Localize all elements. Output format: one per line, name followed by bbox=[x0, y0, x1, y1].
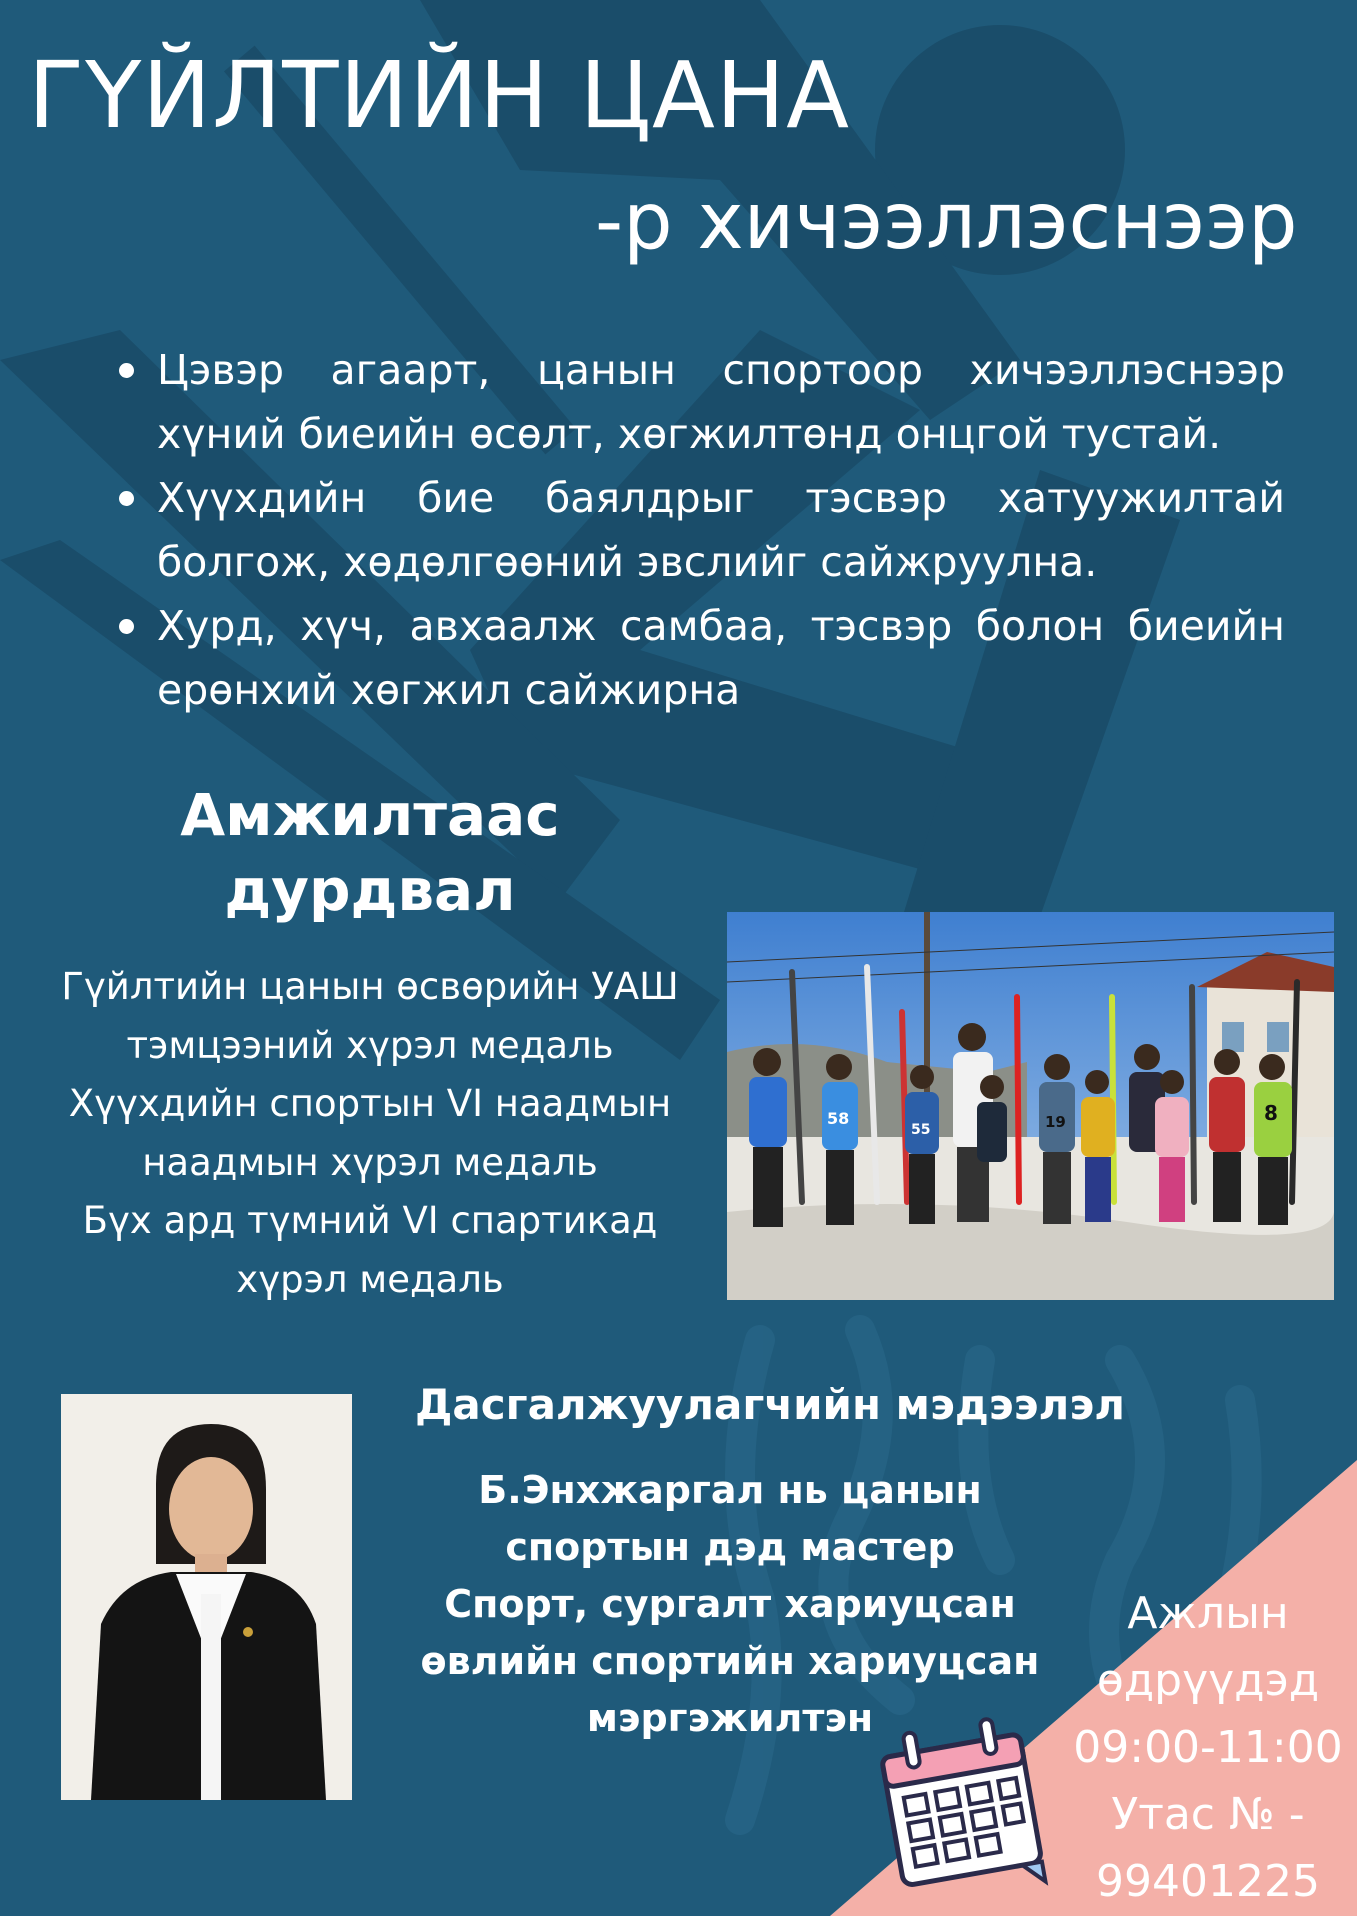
bib-number: 58 bbox=[827, 1109, 850, 1128]
benefit-item: Цэвэр агаарт, цанын спортоор хичээллэснээр хүний биеийн өсөлт, хөгжилтөнд онцгой тустай. bbox=[110, 338, 1285, 466]
coach-photo bbox=[61, 1394, 352, 1800]
page-title-line2: -р хичээллэснээр bbox=[595, 177, 1298, 267]
achievements-heading-line1: Амжилтаас bbox=[180, 781, 560, 849]
coach-info-line: Спорт, сургалт хариуцсан bbox=[444, 1582, 1016, 1626]
coach-info-line: мэргэжилтэн bbox=[586, 1696, 874, 1740]
phone-number: 99401225 bbox=[1096, 1856, 1320, 1907]
achievement-line: наадмын хүрэл медаль bbox=[142, 1140, 598, 1184]
achievement-line: Бүх ард түмний VI спартикад bbox=[82, 1199, 658, 1242]
benefit-item: Хурд, хүч, авхаалж самбаа, тэсвэр болон биеийн ерөнхий хөгжил сайжирна bbox=[110, 594, 1285, 722]
achievement-line: Хүүхдийн спортын VI наадмын bbox=[68, 1082, 672, 1125]
benefits-list bbox=[110, 338, 1285, 722]
achievements-list bbox=[20, 958, 720, 1309]
hours-line: 09:00-11:00 bbox=[1073, 1722, 1343, 1773]
achievements-heading bbox=[140, 778, 600, 928]
achievement-line: хүрэл медаль bbox=[236, 1257, 504, 1301]
hours-line: өдрүүдэд bbox=[1096, 1655, 1320, 1706]
benefit-item: Хүүхдийн бие баялдрыг тэсвэр хатуужилтай болгож, хөдөлгөөний эвслийг сайжруулна. bbox=[110, 466, 1285, 594]
bib-number: 8 bbox=[1264, 1101, 1278, 1125]
coach-info-heading: Дасгалжуулагчийн мэдээлэл bbox=[415, 1380, 1125, 1429]
page-title-line1: ГҮЙЛТИЙН ЦАНА bbox=[28, 42, 851, 149]
achievement-line: Гүйлтийн цанын өсвөрийн УАШ bbox=[61, 965, 679, 1008]
hours-line: Утас № - bbox=[1111, 1789, 1305, 1840]
bib-number: 19 bbox=[1045, 1113, 1066, 1131]
team-photo bbox=[727, 912, 1334, 1300]
coach-info-line: спортын дэд мастер bbox=[505, 1525, 955, 1569]
achievement-line: тэмцээний хүрэл медаль bbox=[126, 1023, 614, 1067]
hours-line: Ажлын bbox=[1127, 1588, 1289, 1639]
calendar-icon bbox=[860, 1700, 1060, 1900]
coach-info-line: өвлийн спортийн хариуцсан bbox=[420, 1639, 1040, 1683]
bib-number: 55 bbox=[911, 1122, 931, 1138]
working-hours bbox=[1068, 1580, 1348, 1915]
coach-info-line: Б.Энхжаргал нь цанын bbox=[478, 1468, 982, 1512]
achievements-heading-line2: дурдвал bbox=[224, 856, 516, 924]
